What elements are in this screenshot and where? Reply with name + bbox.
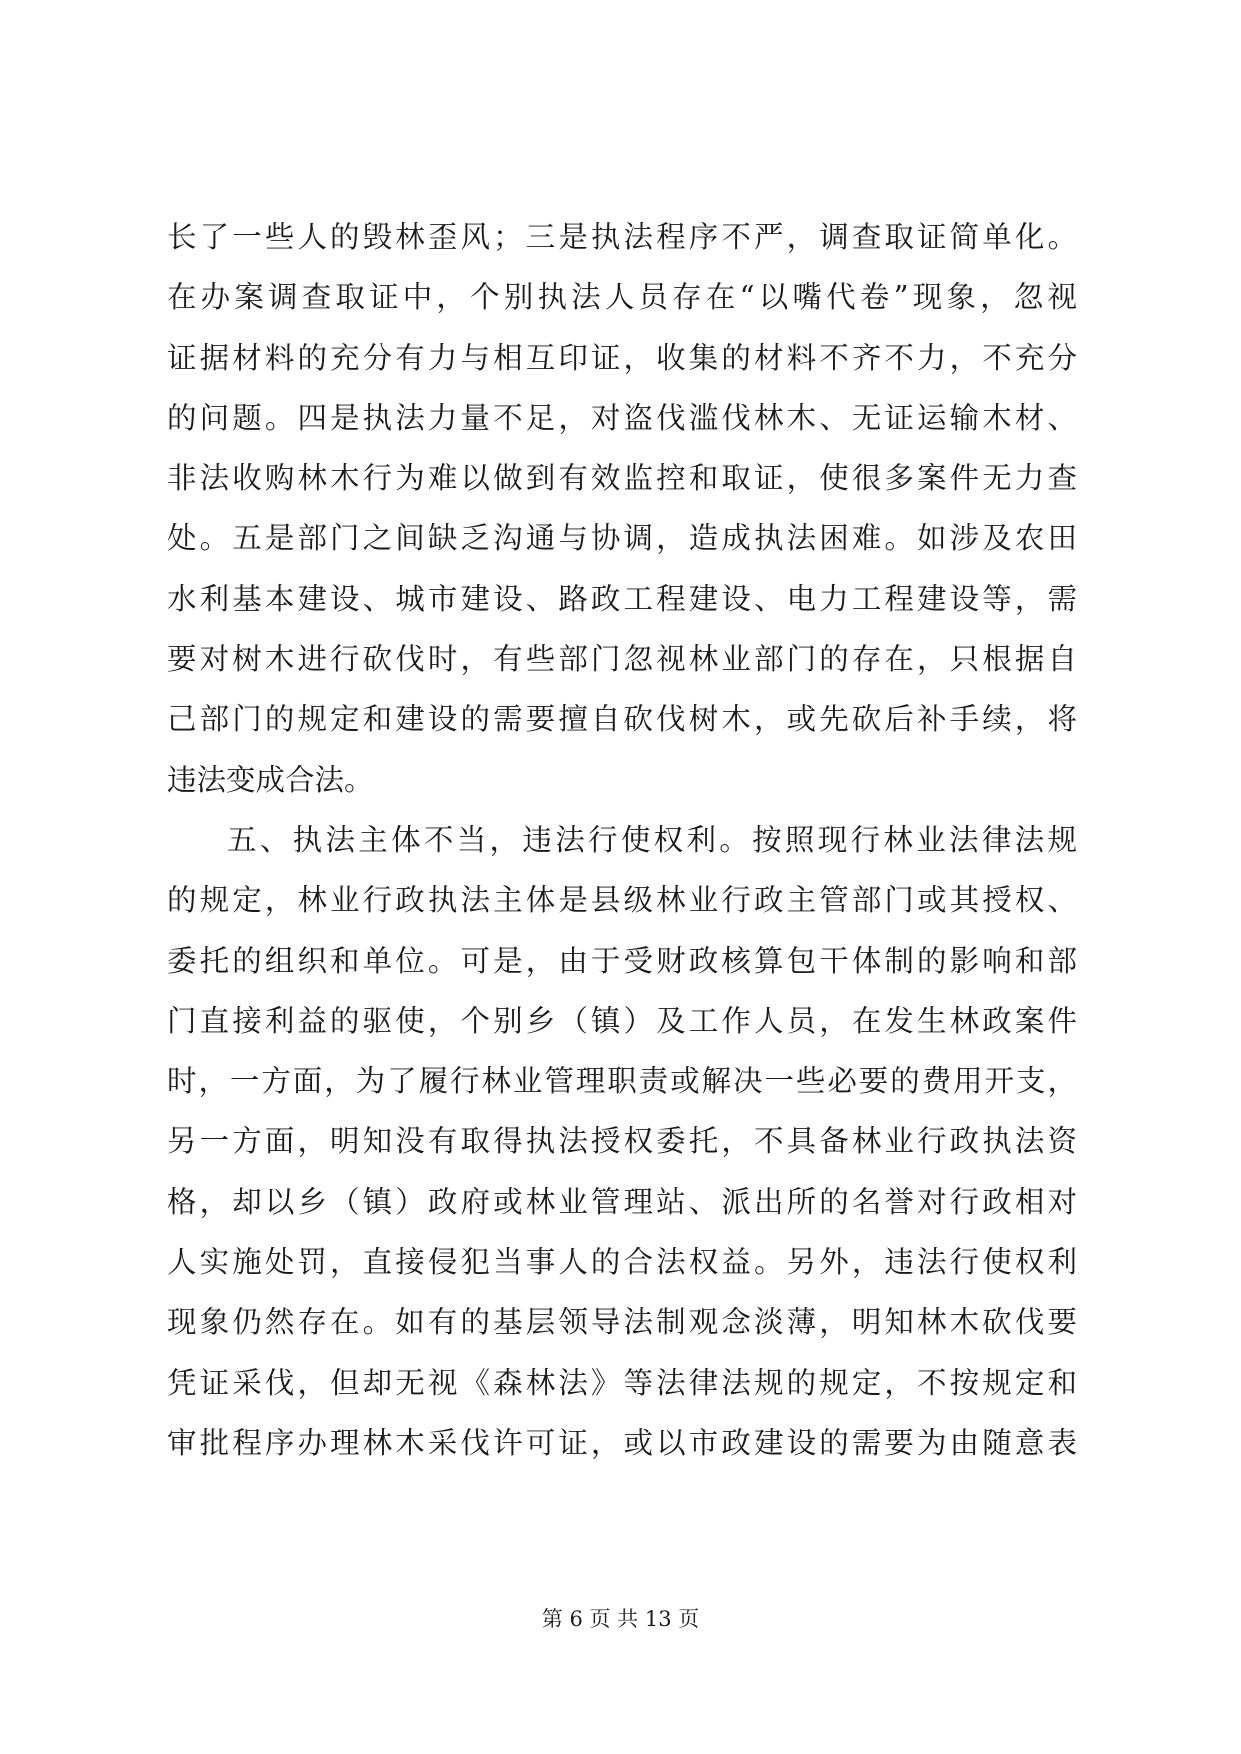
text-line: 在办案调查取证中，个别执法人员存在“以嘴代卷”现象，忽视 [167, 280, 1077, 315]
text-line: 处。五是部门之间缺乏沟通与协调，造成执法困难。如涉及农田 [167, 521, 1077, 556]
document-body [167, 207, 1077, 1473]
text-line: 格，却以乡（镇）政府或林业管理站、派出所的名誉对行政相对 [167, 1184, 1077, 1219]
text-line: 水利基本建设、城市建设、路政工程建设、电力工程建设等，需 [167, 581, 1077, 616]
section-heading-line: 五、执法主体不当，违法行使权利。按照现行林业法律法规 [227, 822, 1077, 857]
text-line: 非法收购林木行为难以做到有效监控和取证，使很多案件无力查 [167, 461, 1077, 496]
text-line: 的问题。四是执法力量不足，对盗伐滥伐林木、无证运输木材、 [167, 400, 1077, 435]
text-line: 人实施处罚，直接侵犯当事人的合法权益。另外，违法行使权利 [167, 1245, 1077, 1280]
text-line: 委托的组织和单位。可是，由于受财政核算包干体制的影响和部 [167, 943, 1077, 978]
text-line: 时，一方面，为了履行林业管理职责或解决一些必要的费用开支， [167, 1064, 1077, 1099]
text-line: 要对树木进行砍伐时，有些部门忽视林业部门的存在，只根据自 [167, 642, 1077, 677]
text-line: 长了一些人的毁林歪风；三是执法程序不严，调查取证简单化。 [167, 220, 1077, 254]
text-line: 证据材料的充分有力与相互印证，收集的材料不齐不力，不充分 [167, 340, 1077, 375]
text-line: 另一方面，明知没有取得执法授权委托，不具备林业行政执法资 [167, 1124, 1077, 1159]
text-line: 的规定，林业行政执法主体是县级林业行政主管部门或其授权、 [167, 883, 1077, 918]
text-line: 现象仍然存在。如有的基层领导法制观念淡薄，明知林木砍伐要 [167, 1305, 1077, 1340]
page-number-footer: 第 6 页 共 13 页 [541, 1607, 700, 1631]
text-line: 己部门的规定和建设的需要擅自砍伐树木，或先砍后补手续，将 [167, 702, 1077, 737]
text-line: 审批程序办理林木采伐许可证，或以市政建设的需要为由随意表 [167, 1425, 1077, 1460]
text-line: 凭证采伐，但却无视《森林法》等法律法规的规定，不按规定和 [167, 1365, 1077, 1400]
paragraph-end-line: 违法变成合法。 [167, 762, 374, 797]
text-line: 门直接利益的驱使，个别乡（镇）及工作人员，在发生林政案件 [167, 1003, 1077, 1038]
